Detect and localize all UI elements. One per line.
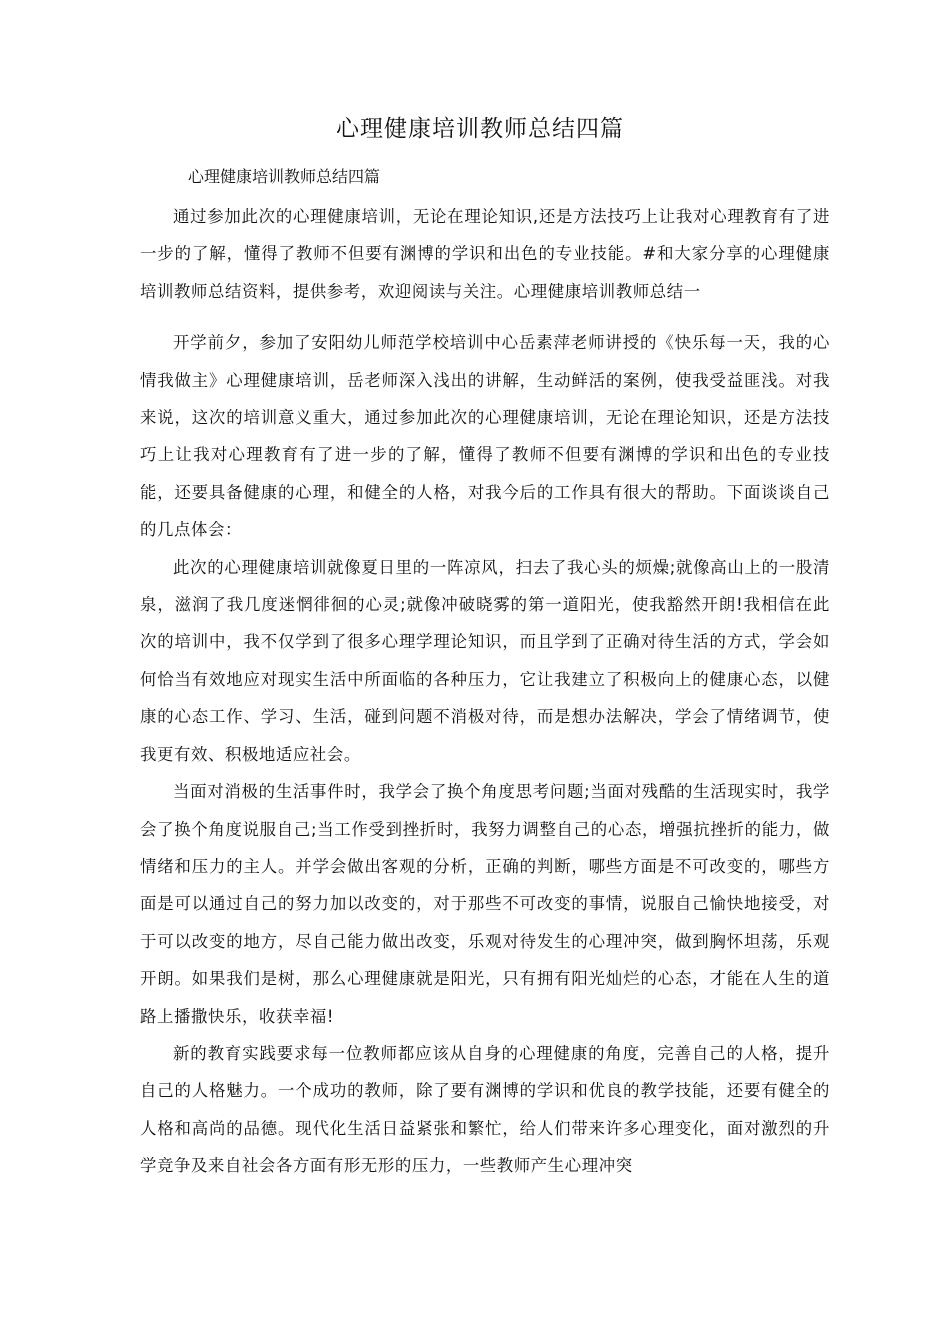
paragraph: 通过参加此次的心理健康培训，无论在理论知识,还是方法技巧上让我对心理教育有了进一步的了解，懂得了教师不但要有渊博的学识和出色的专业技能。#和大家分享的心理健康培训教师总结资料，提供参考，欢迎阅读与关注。心理健康培训教师总结一	[140, 207, 830, 301]
document-body	[140, 198, 830, 1185]
document-subtitle: 心理健康培训教师总结四篇	[188, 167, 381, 186]
paragraph: 新的教育实践要求每一位教师都应该从自身的心理健康的角度，完善自己的人格，提升自己的人格魅力。一个成功的教师，除了要有渊博的学识和优良的教学技能，还要有健全的人格和高尚的品德。现代化生活日益紧张和繁忙，给人们带来许多心理变化，面对激烈的升学竞争及来自社会各方面有形无形的压力，一些教师产生心理冲突	[140, 1043, 830, 1176]
document-title: 心理健康培训教师总结四篇	[336, 116, 624, 142]
paragraph: 开学前夕，参加了安阳幼儿师范学校培训中心岳素萍老师讲授的《快乐每一天，我的心情我做主》心理健康培训，岳老师深入浅出的讲解，生动鲜活的案例，使我受益匪浅。对我来说，这次的培训意义重大，通过参加此次的心理健康培训，无论在理论知识，还是方法技巧上让我对心理教育有了进一步的了解，懂得了教师不但要有渊博的学识和出色的专业技能，还要具备健康的心理，和健全的人格，对我今后的工作具有很大的帮助。下面谈谈自己的几点体会：	[140, 333, 830, 540]
paragraph: 此次的心理健康培训就像夏日里的一阵凉风，扫去了我心头的烦燥;就像高山上的一股清泉，滋润了我几度迷惘徘徊的心灵;就像冲破晓雾的第一道阳光，使我豁然开朗!我相信在此次的培训中，我不仅学到了很多心理学理论知识，而且学到了正确对待生活的方式，学会如何恰当有效地应对现实生活中所面临的各种压力，它让我建立了积极向上的健康心态，以健康的心态工作、学习、生活，碰到问题不消极对待，而是想办法解决，学会了情绪调节，使我更有效、积极地适应社会。	[140, 557, 830, 764]
paragraph: 当面对消极的生活事件时，我学会了换个角度思考问题;当面对残酷的生活现实时，我学会了换个角度说服自己;当工作受到挫折时，我努力调整自己的心态，增强抗挫折的能力，做情绪和压力的主人。并学会做出客观的分析，正确的判断，哪些方面是不可改变的，哪些方面是可以通过自己的努力加以改变的，对于那些不可改变的事情，说服自己愉快地接受，对于可以改变的地方，尽自己能力做出改变，乐观对待发生的心理冲突，做到胸怀坦荡，乐观开朗。如果我们是树，那么心理健康就是阳光，只有拥有阳光灿烂的心态，才能在人生的道路上播撒快乐，收获幸福!	[140, 782, 830, 1026]
